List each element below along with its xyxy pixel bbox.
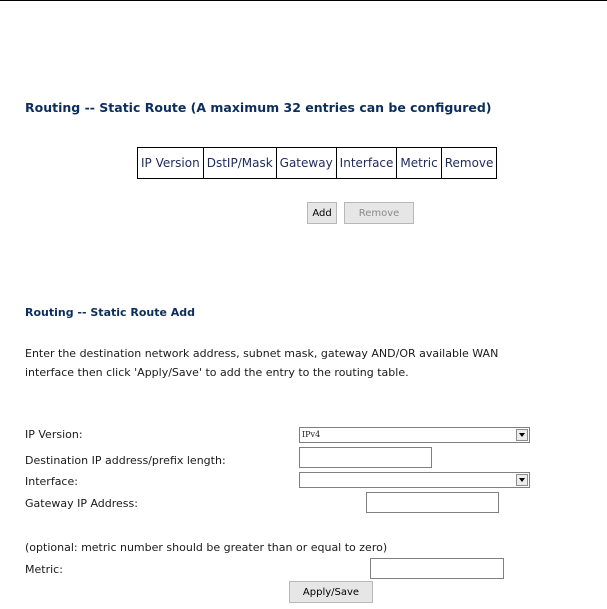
column-header-remove: Remove <box>441 148 497 179</box>
ip-version-label: IP Version: <box>25 428 83 441</box>
metric-optional-note: (optional: metric number should be greater than or equal to zero) <box>25 541 388 554</box>
description-line-1: Enter the destination network address, subnet mask, gateway AND/OR available WAN <box>25 347 499 360</box>
column-header-metric: Metric <box>397 148 441 179</box>
chevron-down-icon[interactable] <box>516 474 528 486</box>
interface-label: Interface: <box>25 475 78 488</box>
static-route-heading: Routing -- Static Route (A maximum 32 entries can be configured) <box>25 100 492 115</box>
table-header-row <box>138 148 497 179</box>
remove-button[interactable]: Remove <box>344 202 414 224</box>
interface-select[interactable] <box>299 472 530 488</box>
apply-save-button[interactable]: Apply/Save <box>289 581 373 603</box>
add-button[interactable]: Add <box>307 202 337 224</box>
metric-input[interactable] <box>370 558 504 579</box>
metric-label: Metric: <box>25 563 63 576</box>
chevron-down-icon[interactable] <box>516 429 528 441</box>
gateway-ip-input[interactable] <box>366 492 499 513</box>
column-header-dst-ip-mask: DstIP/Mask <box>203 148 276 179</box>
static-route-table <box>137 147 497 179</box>
column-header-interface: Interface <box>336 148 397 179</box>
gateway-ip-label: Gateway IP Address: <box>25 497 138 510</box>
destination-ip-input[interactable] <box>299 447 432 468</box>
ip-version-selected-value: IPv4 <box>302 430 321 439</box>
ip-version-select[interactable] <box>299 427 530 443</box>
column-header-gateway: Gateway <box>276 148 336 179</box>
destination-ip-label: Destination IP address/prefix length: <box>25 454 226 467</box>
description-line-2: interface then click 'Apply/Save' to add the entry to the routing table. <box>25 366 409 379</box>
column-header-ip-version: IP Version <box>138 148 204 179</box>
static-route-add-heading: Routing -- Static Route Add <box>25 306 196 319</box>
top-border <box>0 0 607 1</box>
